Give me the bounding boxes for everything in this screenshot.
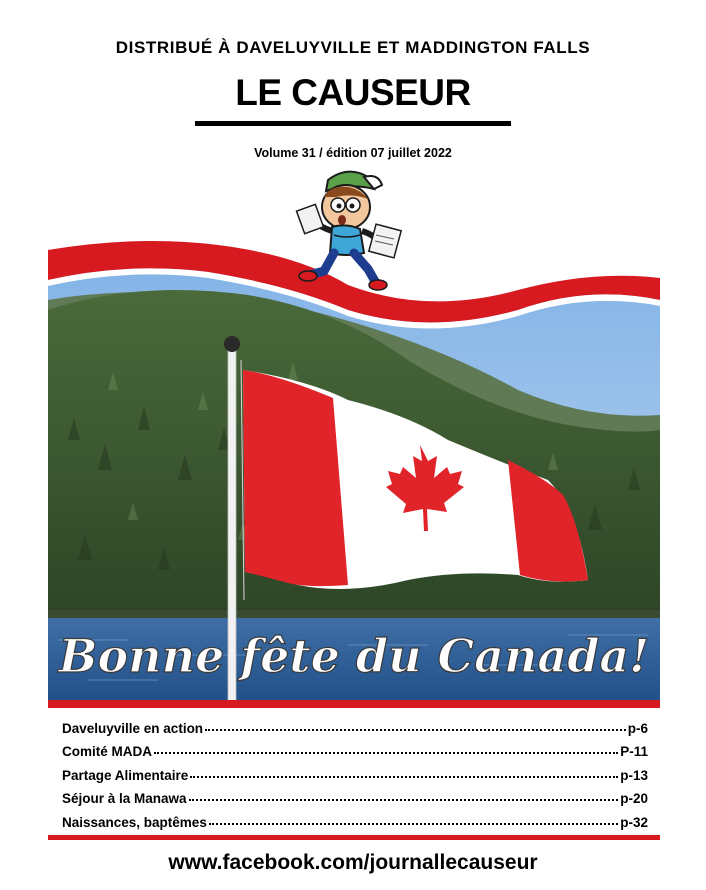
table-of-contents (48, 712, 660, 830)
toc-leader-dots (154, 751, 618, 754)
toc-row (48, 759, 660, 783)
toc-leader-dots (189, 798, 619, 801)
toc-row (48, 736, 660, 760)
toc-row (48, 783, 660, 807)
newspaper-title: LE CAUSEUR (235, 72, 471, 113)
toc-page: p-20 (620, 791, 648, 806)
bottom-red-bar (48, 835, 660, 840)
toc-label: Comité MADA (62, 744, 152, 759)
cover-photo (48, 240, 660, 708)
toc-label: Partage Alimentaire (62, 767, 189, 783)
toc-page: P-11 (620, 744, 648, 759)
toc-leader-dots (209, 822, 618, 825)
edition-info: Volume 31 / édition 07 juillet 2022 (254, 146, 452, 160)
toc-page: p-6 (627, 720, 648, 736)
toc-label: Naissances, baptêmes (62, 814, 207, 830)
toc-page: p-13 (620, 767, 648, 783)
toc-page: p-32 (620, 814, 648, 830)
facebook-url[interactable]: www.facebook.com/journallecauseur (168, 851, 538, 874)
toc-row (48, 712, 660, 736)
toc-label: Daveluyville en action (62, 720, 204, 736)
cover-headline: Bonne fête du Canada! (58, 629, 650, 683)
title-underline (195, 121, 511, 126)
toc-label: Séjour à la Manawa (62, 791, 187, 806)
toc-leader-dots (190, 775, 618, 778)
newsboy-mascot-icon (290, 165, 415, 295)
distribution-line: DISTRIBUÉ À DAVELUYVILLE ET MADDINGTON FALLS (115, 38, 591, 57)
toc-leader-dots (205, 728, 626, 731)
toc-row (48, 806, 660, 830)
